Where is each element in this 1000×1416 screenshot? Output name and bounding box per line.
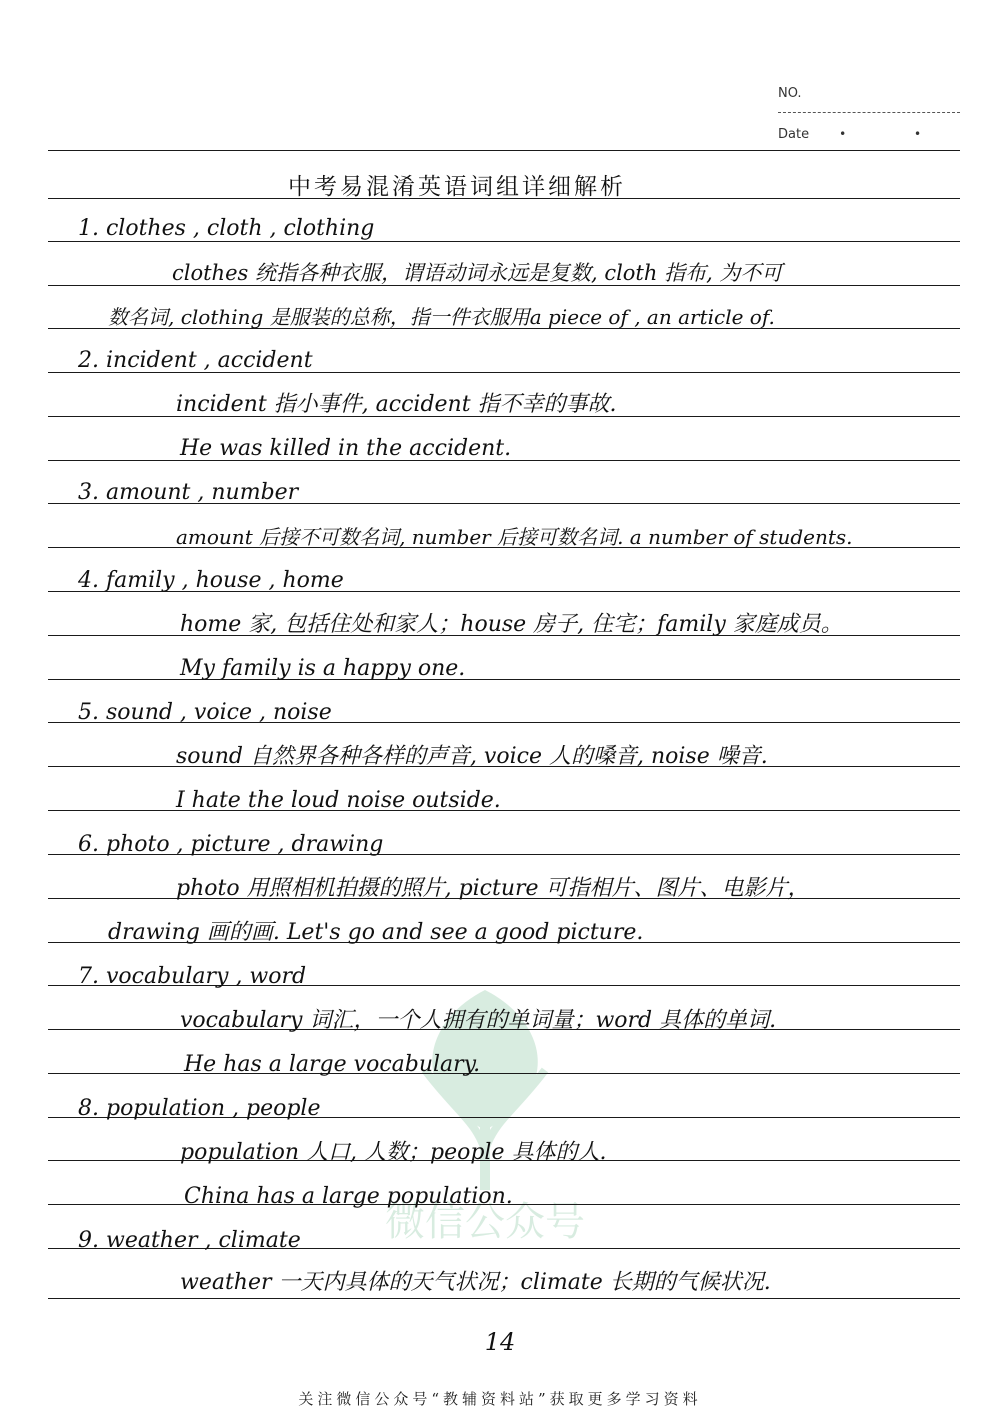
entry-text: clothes 统指各种衣服，谓语动词永远是复数, cloth 指布, 为不可 [172, 261, 783, 285]
entry-text: home 家, 包括住处和家人；house 房子, 住宅；family 家庭成员。 [180, 612, 843, 637]
entry-text: sound 自然界各种各样的声音, voice 人的嗓音, noise 噪音. [176, 744, 768, 769]
entry-text: weather 一天内具体的天气状况；climate 长期的气候状况. [180, 1270, 771, 1295]
entry-text: 数名词, clothing 是服装的总称，指一件衣服用a piece of , an article of. [108, 305, 775, 329]
entry-heading: 5. sound , voice , noise [78, 700, 332, 725]
entry-text: vocabulary 词汇，一个人拥有的单词量；word 具体的单词. [180, 1008, 777, 1033]
entry-heading: 1. clothes , cloth , clothing [78, 216, 375, 241]
entry-heading: 9. weather , climate [78, 1228, 301, 1253]
entry-heading: 3. amount , number [78, 480, 299, 505]
entry-heading: 2. incident , accident [78, 348, 313, 373]
ruled-line [48, 1298, 960, 1299]
no-label: NO. [778, 85, 802, 101]
ruled-line [48, 198, 960, 199]
page-title: 中考易混淆英语词组详细解析 [288, 174, 626, 200]
header-dashed-divider [778, 112, 960, 113]
entry-example: My family is a happy one. [180, 656, 466, 681]
ruled-line [48, 150, 960, 151]
entry-text: amount 后接不可数名词, number 后接可数名词. a number of students. [176, 525, 853, 549]
entry-text: photo 用照相机拍摄的照片, picture 可指相片、图片、电影片， [176, 876, 810, 901]
no-field [778, 82, 960, 104]
entry-heading: 4. family , house , home [78, 568, 344, 593]
entry-example: I hate the loud noise outside. [176, 788, 501, 813]
date-dots: • • [839, 127, 954, 141]
watermark-text: 微信公众号 [385, 1199, 585, 1245]
date-field [778, 123, 960, 145]
entry-text: drawing 画的画. Let's go and see a good picture. [108, 920, 644, 945]
entry-text: incident 指小事件, accident 指不幸的事故. [176, 392, 617, 417]
notebook-header [778, 82, 960, 145]
entry-text: population 人口, 人数；people 具体的人. [180, 1140, 607, 1165]
entry-heading: 7. vocabulary , word [78, 964, 307, 989]
page-number: 14 [484, 1328, 516, 1356]
footer-note: 关注微信公众号“教辅资料站”获取更多学习资料 [298, 1390, 702, 1408]
entry-example: China has a large population. [184, 1184, 513, 1209]
entry-example: He was killed in the accident. [180, 436, 512, 461]
date-label: Date [778, 126, 810, 142]
entry-heading: 6. photo , picture , drawing [78, 832, 384, 857]
entry-heading: 8. population , people [78, 1096, 321, 1121]
entry-example: He has a large vocabulary. [184, 1052, 481, 1077]
